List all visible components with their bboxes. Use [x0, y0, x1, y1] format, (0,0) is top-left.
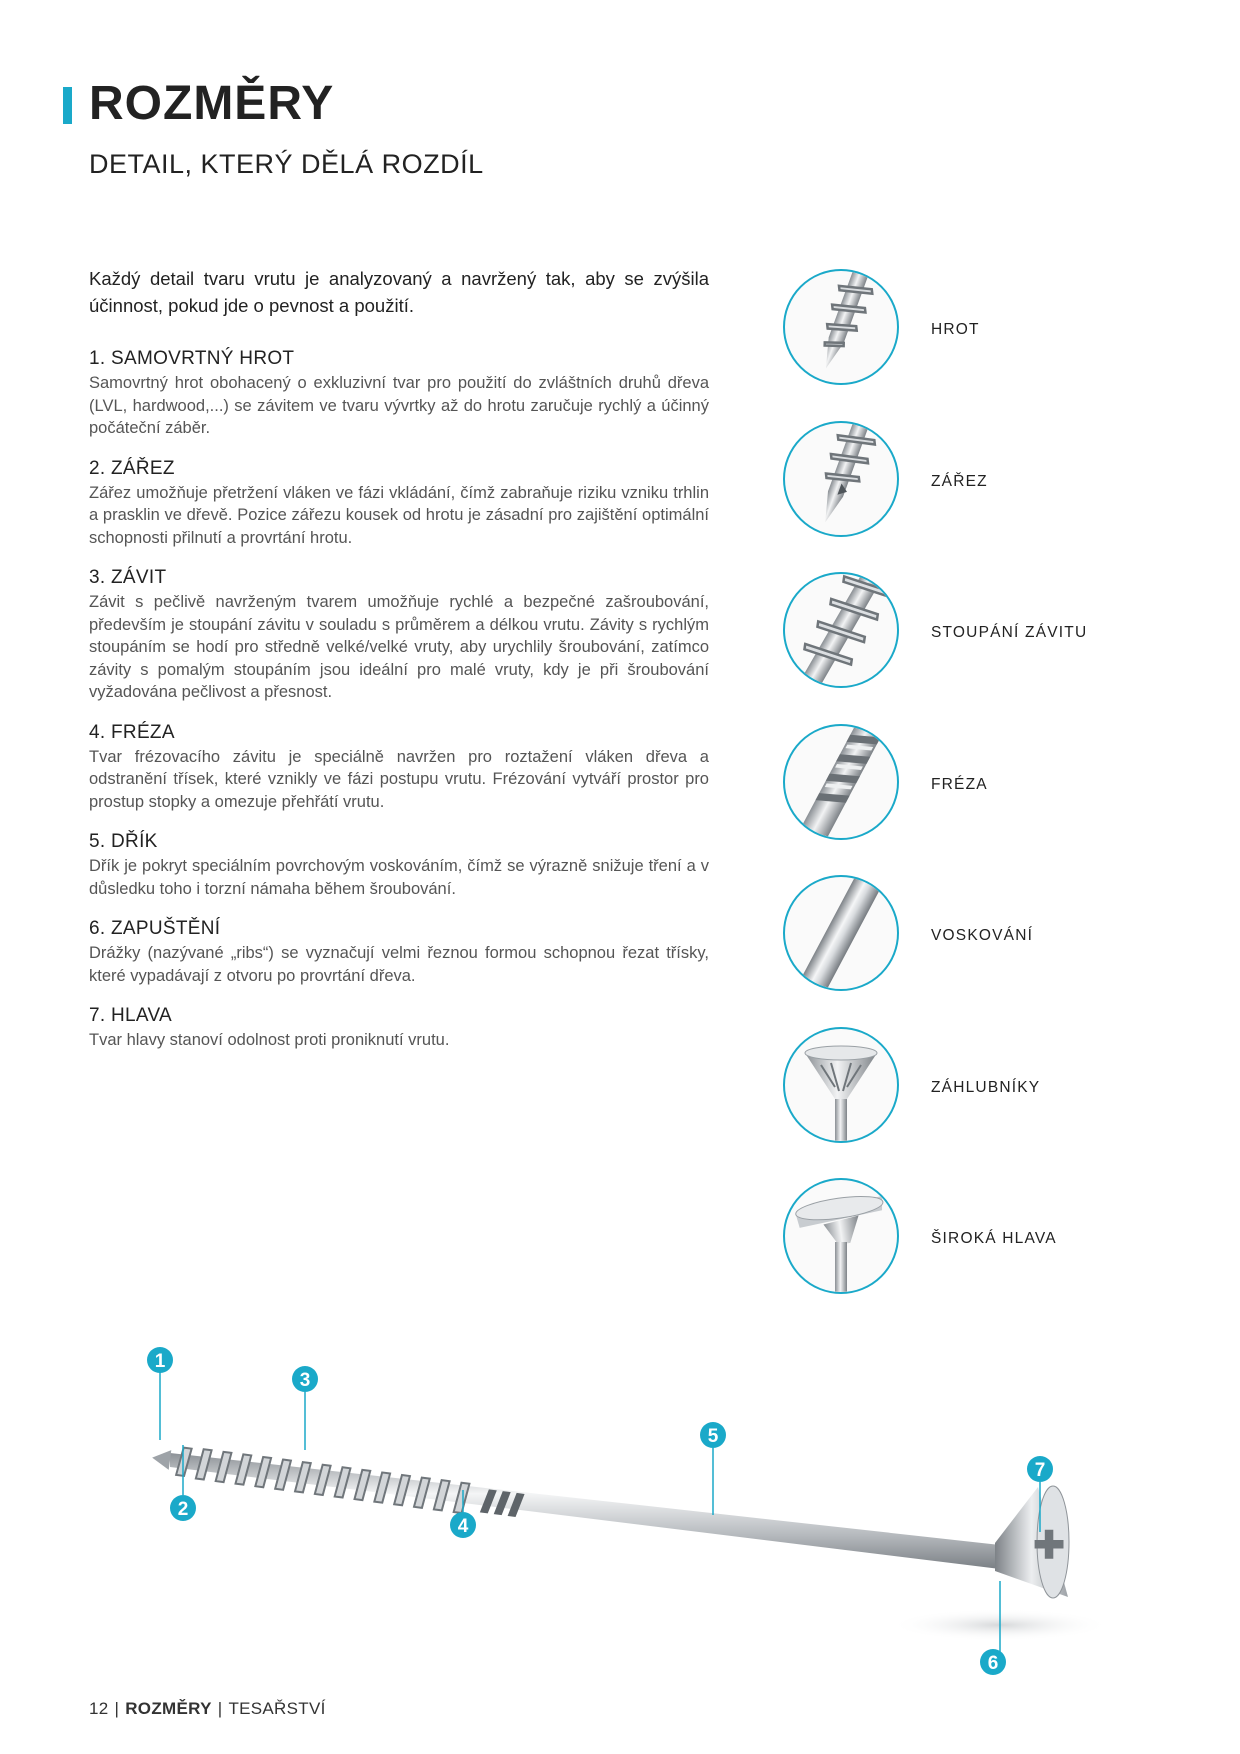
- screw-image: [150, 1443, 1110, 1641]
- callout-1: [147, 1347, 173, 1373]
- callout-7: [1027, 1456, 1053, 1482]
- detail-label: ZÁHLUBNÍKY: [931, 1078, 1041, 1096]
- footer-category: TESAŘSTVÍ: [228, 1699, 326, 1718]
- callout-2: [170, 1495, 196, 1521]
- section-notch: [89, 458, 709, 550]
- section-text: Zářez umožňuje přetržení vláken ve fázi vkládání, čímž zabraňuje riziku vzniku trhlin a prasklin ve dřevě. Pozice zářezu kousek od hrotu je zásadní pro zajištění optimální schopnosti přilnutí a provrtání hrotu.: [89, 483, 709, 547]
- section-text: Závit s pečlivě navrženým tvarem umožňuje rychlé a bezpečné zašroubování, především je stoupání závitu v souladu s průměrem a délkou vrutu. Závity s rychlým stoupáním se hodí pro středně velké/velké vruty, aby urychlily šroubování, zatímco závity s pomalým stoupáním jsou ideální pro malé vruty, kdy je při šroubování vyžadována pečlivost a přesnost.: [89, 593, 709, 701]
- detail-list: [783, 269, 1203, 1330]
- intro-text: Každý detail tvaru vrutu je analyzovaný a navržený tak, aby se zvýšila účinnost, pokud jde o pevnost a použití.: [89, 268, 709, 316]
- page-title: ROZMĚRY: [89, 77, 335, 130]
- detail-item: [783, 1178, 1203, 1330]
- section-title: 6. ZAPUŠTĚNÍ: [89, 918, 221, 939]
- page-footer: [89, 1699, 326, 1719]
- svg-text:4: 4: [457, 1516, 469, 1537]
- page-subtitle: DETAIL, KTERÝ DĚLÁ ROZDÍL: [89, 149, 484, 179]
- detail-item: [783, 572, 1203, 724]
- section-text: Drážky (nazývané „ribs“) se vyznačují velmi řeznou formou schopnou řezat třísky, které vypadávají z otvoru po provrtání dřeva.: [89, 944, 709, 985]
- section-text: Samovrtný hrot obohacený o exkluzivní tvar pro použití do zvláštních druhů dřeva (LVL, hardwood,...) se závitem ve tvaru vývrtky až do hrotu zaručuje rychlý a účinný počáteční záběr.: [89, 374, 709, 437]
- section-title: 4. FRÉZA: [89, 721, 175, 743]
- footer-section: ROZMĚRY: [125, 1699, 212, 1718]
- callout-5: [700, 1422, 726, 1448]
- svg-text:7: 7: [1034, 1460, 1046, 1481]
- section-title: 5. DŘÍK: [89, 831, 158, 852]
- detail-item: [783, 421, 1203, 573]
- section-text: Tvar hlavy stanoví odolnost proti proniknutí vrutu.: [89, 1031, 450, 1049]
- wide-head-detail-icon: [783, 1178, 899, 1294]
- detail-item: [783, 724, 1203, 876]
- section-title: 2. ZÁŘEZ: [89, 457, 175, 479]
- section-tip: [89, 348, 709, 440]
- section-shank: [89, 831, 709, 900]
- countersink-ribs-detail-icon: [783, 1027, 899, 1143]
- footer-separator: |: [114, 1699, 120, 1718]
- section-text: Dřík je pokryt speciálním povrchovým voskováním, čímž se výrazně snižuje tření a v důsledku toho i torzní námaha během šroubování.: [89, 857, 709, 898]
- section-title: 7. HLAVA: [89, 1005, 173, 1026]
- callout-4: [450, 1512, 476, 1538]
- section-title: 1. SAMOVRTNÝ HROT: [89, 348, 295, 369]
- detail-item: [783, 1027, 1203, 1179]
- detail-label: STOUPÁNÍ ZÁVITU: [931, 624, 1088, 641]
- callout-6: [980, 1649, 1006, 1675]
- waxed-shank-detail-icon: [783, 875, 899, 991]
- section-text: Tvar frézovacího závitu je speciálně navržen pro roztažení vláken dřeva a odstranění třísek, které vznikly ve fázi postupu vrutu. Frézování vytváří prostor pro prostup stopky a omezuje přehřátí vrutu.: [89, 747, 709, 811]
- section-thread: [89, 567, 709, 704]
- detail-label: VOSKOVÁNÍ: [931, 927, 1034, 944]
- detail-label: HROT: [931, 321, 980, 338]
- svg-text:6: 6: [987, 1653, 999, 1674]
- cutter-detail-icon: [783, 724, 899, 840]
- thread-pitch-detail-icon: [783, 572, 899, 688]
- title-accent-bar: [63, 87, 72, 124]
- screw-illustration: [0, 1340, 1240, 1680]
- page-number: 12: [89, 1699, 109, 1718]
- section-countersink: [89, 918, 709, 987]
- footer-separator: |: [217, 1699, 223, 1718]
- svg-text:3: 3: [299, 1370, 311, 1391]
- screw-tip-detail-icon: [783, 269, 899, 385]
- screw-notch-detail-icon: [783, 421, 899, 537]
- detail-item: [783, 875, 1203, 1027]
- detail-item: [783, 269, 1203, 421]
- section-head: [89, 1005, 709, 1052]
- section-title: 3. ZÁVIT: [89, 567, 167, 588]
- svg-text:5: 5: [707, 1426, 719, 1447]
- svg-text:1: 1: [154, 1351, 166, 1372]
- detail-label: ŠIROKÁ HLAVA: [931, 1230, 1057, 1247]
- section-cutter: [89, 722, 709, 814]
- callout-3: [292, 1366, 318, 1392]
- detail-label: FRÉZA: [931, 775, 988, 793]
- detail-label: ZÁŘEZ: [931, 472, 988, 490]
- svg-text:2: 2: [177, 1499, 189, 1520]
- feature-sections: [89, 348, 709, 1070]
